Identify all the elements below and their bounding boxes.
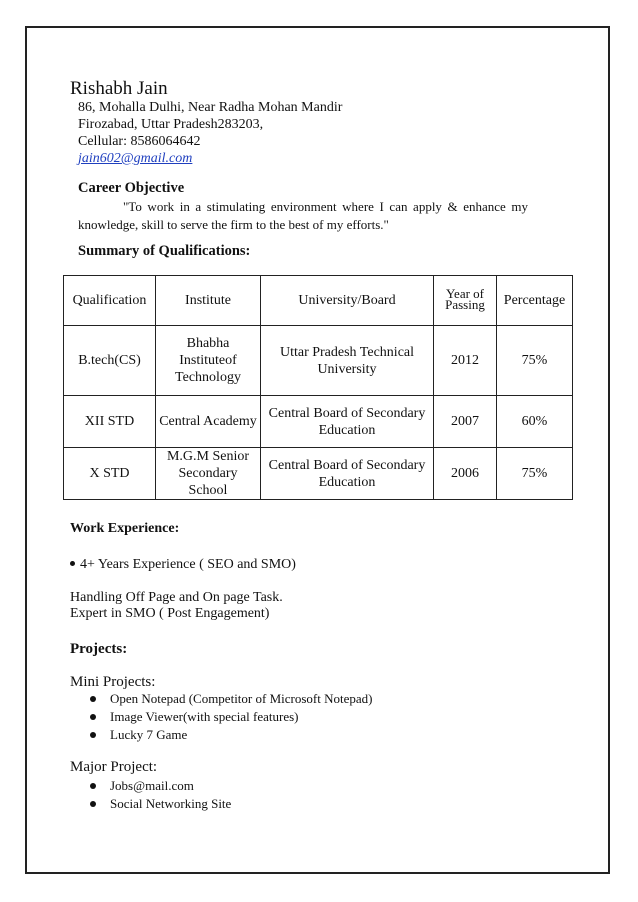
cell-institute: M.G.M Senior Secondary School [156,448,261,500]
cellular: Cellular: 8586064642 [78,134,201,149]
list-item: Jobs@mail.com [88,777,231,795]
cell-qualification: B.tech(CS) [64,326,156,396]
mini-projects-list [88,690,372,744]
work-bullet-text: 4+ Years Experience ( SEO and SMO) [80,557,296,572]
col-header-qualification: Qualification [64,276,156,326]
qualifications-table [63,275,573,500]
work-experience-heading: Work Experience: [70,521,180,536]
passing-text: Passing [445,296,485,312]
list-item: Image Viewer(with special features) [88,708,372,726]
cell-board: Central Board of Secondary Education [261,448,434,500]
cell-qualification: XII STD [64,396,156,448]
projects-heading: Projects: [70,641,128,657]
cell-board: Uttar Pradesh Technical University [261,326,434,396]
table-header-row [64,276,573,326]
career-objective-text: "To work in a stimulating environment where I can apply & enhance my knowledge, skill to serve the firm to the best of my efforts." [78,199,528,232]
address-line-1: 86, Mohalla Dulhi, Near Radha Mohan Mandir [78,100,343,115]
table-row [64,326,573,396]
cell-year: 2007 [434,396,497,448]
major-projects-list [88,777,231,813]
table-row [64,396,573,448]
summary-heading: Summary of Qualifications: [78,243,251,259]
year-of-passing-label [445,285,485,312]
cell-institute: Central Academy [156,396,261,448]
address-line-2: Firozabad, Uttar Pradesh283203, [78,117,264,132]
cell-percentage: 75% [497,326,573,396]
cell-percentage: 75% [497,448,573,500]
mini-projects-label: Mini Projects: [70,674,156,690]
col-header-percentage: Percentage [497,276,573,326]
work-bullet [70,557,296,573]
cell-board: Central Board of Secondary Education [261,396,434,448]
year-of-text: Year of [445,285,485,301]
cell-year: 2012 [434,326,497,396]
bullet-icon [70,561,75,566]
candidate-name: Rishabh Jain [70,78,168,99]
email-link[interactable]: jain602@gmail.com [78,151,193,166]
list-item: Social Networking Site [88,795,231,813]
major-project-label: Major Project: [70,759,158,775]
work-line-2: Expert in SMO ( Post Engagement) [70,606,270,621]
cell-institute: Bhabha Instituteof Technology [156,326,261,396]
col-header-institute: Institute [156,276,261,326]
work-line-1: Handling Off Page and On page Task. [70,590,283,605]
cell-year: 2006 [434,448,497,500]
cell-percentage: 60% [497,396,573,448]
table-row [64,448,573,500]
list-item: Open Notepad (Competitor of Microsoft Notepad) [88,690,372,708]
list-item: Lucky 7 Game [88,726,372,744]
career-objective-heading: Career Objective [78,180,185,196]
col-header-year [434,276,497,326]
col-header-university: University/Board [261,276,434,326]
cell-qualification: X STD [64,448,156,500]
